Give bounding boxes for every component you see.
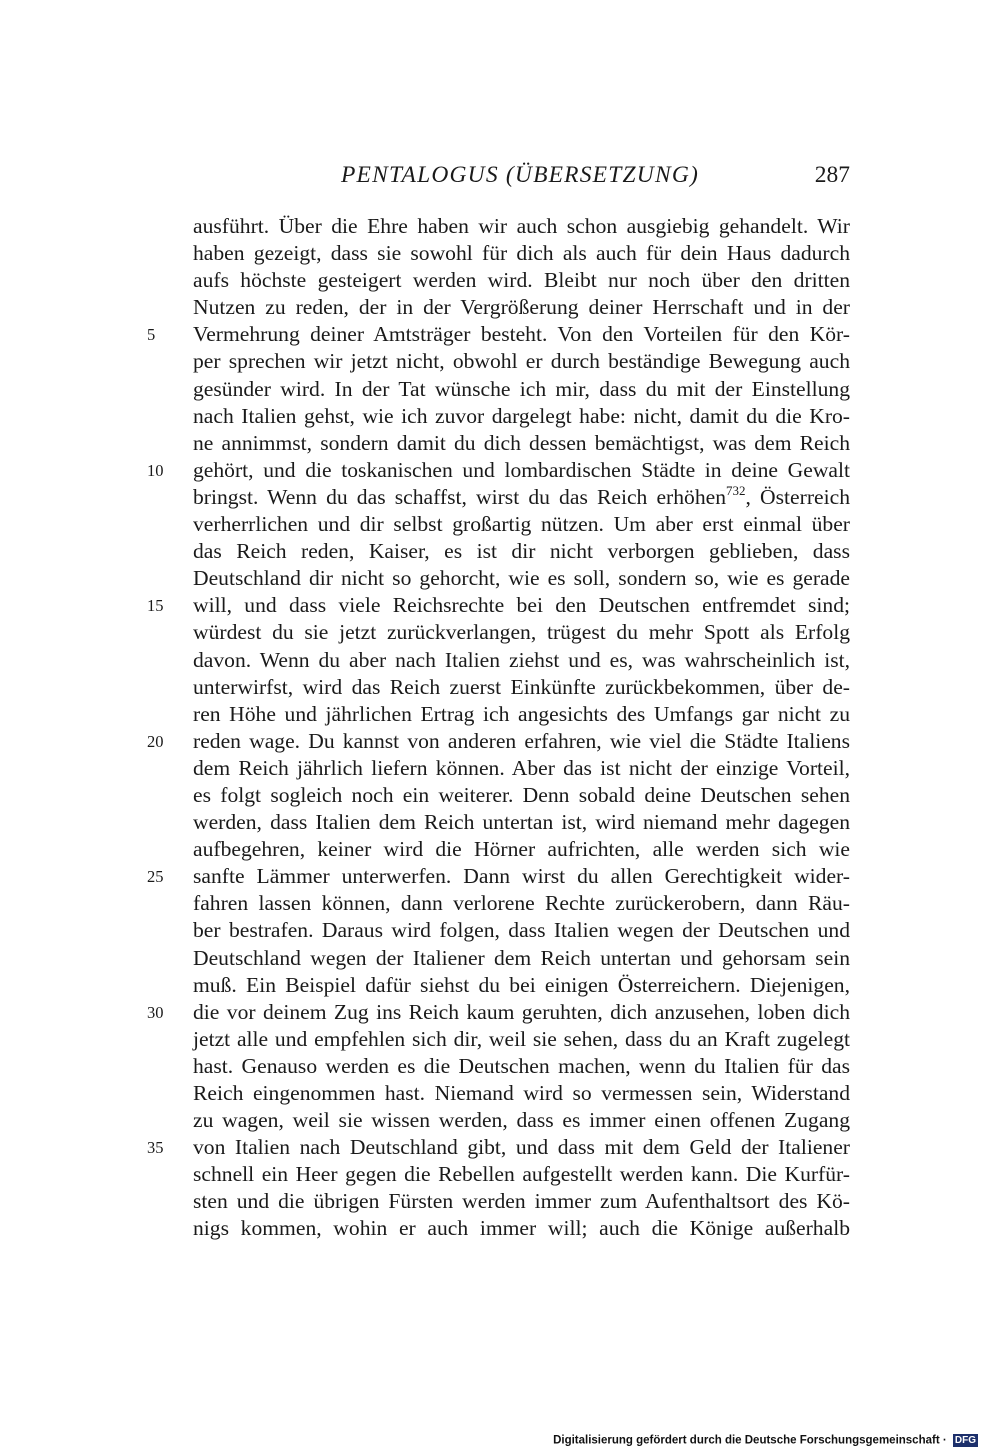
line-text: aufbegehren, keiner wird die Hörner aufrichten, alle werden sich wie bbox=[193, 837, 850, 862]
text-line bbox=[193, 836, 850, 863]
line-text: Deutschland wegen der Italiener dem Reich untertan und gehorsam sein bbox=[193, 945, 850, 970]
text-line bbox=[193, 782, 850, 809]
credit-separator: · bbox=[939, 1434, 947, 1447]
text-line bbox=[147, 1134, 850, 1161]
text-line bbox=[193, 755, 850, 782]
text-line bbox=[193, 1080, 850, 1107]
line-text: haben gezeigt, dass sie sowohl für dich als auch für dein Haus dadurch bbox=[193, 241, 850, 266]
text-line bbox=[193, 1053, 850, 1080]
text-line bbox=[147, 592, 850, 619]
line-text: jetzt alle und empfehlen sich dir, weil sie sehen, dass du an Kraft zugelegt bbox=[193, 1026, 850, 1051]
line-text: Vermehrung deiner Amtsträger besteht. Von den Vorteilen für den Kör- bbox=[193, 322, 850, 347]
text-line bbox=[193, 240, 850, 267]
line-text: bringst. Wenn du das schaffst, wirst du das Reich erhöhen bbox=[193, 484, 727, 509]
text-line bbox=[193, 945, 850, 972]
line-number: 35 bbox=[147, 1138, 164, 1158]
line-text: werden, dass Italien dem Reich untertan ist, wird niemand mehr dagegen bbox=[193, 810, 850, 835]
text-line bbox=[193, 538, 850, 565]
line-text: sten und die übrigen Fürsten werden immer zum Aufenthaltsort des Kö- bbox=[193, 1189, 850, 1214]
line-number: 15 bbox=[147, 596, 164, 616]
footnote-marker: 732 bbox=[726, 482, 746, 498]
line-text: davon. Wenn du aber nach Italien ziehst und es, was wahrscheinlich ist, bbox=[193, 647, 850, 672]
text-line bbox=[193, 674, 850, 701]
text-line bbox=[193, 1026, 850, 1053]
line-number: 10 bbox=[147, 460, 164, 480]
line-text: es folgt sogleich noch ein weiterer. Denn sobald deine Deutschen sehen bbox=[193, 782, 850, 807]
text-line bbox=[193, 511, 850, 538]
text-line bbox=[193, 430, 850, 457]
text-line bbox=[147, 457, 850, 484]
text-line bbox=[193, 565, 850, 592]
line-text: muß. Ein Beispiel dafür siehst du bei einigen Österreichern. Diejenigen, bbox=[193, 972, 850, 997]
line-text: Nutzen zu reden, der in der Vergrößerung deiner Herrschaft und in der bbox=[193, 295, 850, 320]
text-line bbox=[147, 999, 850, 1026]
line-number: 5 bbox=[147, 325, 156, 345]
line-number: 30 bbox=[147, 1002, 164, 1022]
line-text: verherrlichen und dir selbst großartig nützen. Um aber erst einmal über bbox=[193, 512, 850, 537]
running-title: PENTALOGUS (ÜBERSETZUNG) bbox=[341, 162, 700, 188]
line-text: gehört, und die toskanischen und lombardischen Städte in deine Gewalt bbox=[193, 457, 850, 482]
line-text: Reich eingenommen hast. Niemand wird so vermessen sein, Widerstand bbox=[193, 1081, 850, 1105]
line-text: das Reich reden, Kaiser, es ist dir nicht verborgen geblieben, dass bbox=[193, 539, 850, 564]
text-line bbox=[147, 728, 850, 755]
text-line bbox=[193, 484, 850, 511]
text-line bbox=[193, 972, 850, 999]
text-line bbox=[193, 647, 850, 674]
line-text: per sprechen wir jetzt nicht, obwohl er durch beständige Bewegung auch bbox=[193, 349, 850, 374]
text-line bbox=[193, 294, 850, 321]
line-text: Deutschland dir nicht so gehorcht, wie es soll, sondern so, wie es gerade bbox=[193, 566, 850, 591]
text-line bbox=[193, 1107, 850, 1134]
line-text: hast. Genauso werden es die Deutschen machen, wenn du Italien für das bbox=[193, 1053, 850, 1078]
text-line bbox=[147, 321, 850, 348]
line-number: 20 bbox=[147, 731, 164, 751]
line-text: von Italien nach Deutschland gibt, und dass mit dem Geld der Italiener bbox=[193, 1135, 850, 1160]
line-text: nach Italien gehst, wie ich zuvor dargelegt habe: nicht, damit du die Kro- bbox=[193, 403, 850, 428]
text-line bbox=[193, 1215, 850, 1242]
line-text: die vor deinem Zug ins Reich kaum geruhten, dich anzusehen, loben dich bbox=[193, 999, 850, 1024]
text-line bbox=[193, 917, 850, 944]
line-text: zu wagen, weil sie wissen werden, dass es immer einen offenen Zugang bbox=[193, 1108, 850, 1133]
text-line bbox=[193, 890, 850, 917]
line-number: 25 bbox=[147, 867, 164, 887]
running-head bbox=[193, 162, 850, 196]
line-text: dem Reich jährlich liefern können. Aber das ist nicht der einzige Vorteil, bbox=[193, 755, 850, 780]
line-text: unterwirfst, wird das Reich zuerst Einkünfte zurückbekommen, über de- bbox=[193, 674, 850, 699]
line-text-continued: , Österreich bbox=[745, 484, 850, 509]
line-text: ren Höhe und jährlichen Ertrag ich angesichts des Umfangs gar nicht zu bbox=[193, 701, 850, 726]
line-text: sanfte Lämmer unterwerfen. Dann wirst du allen Gerechtigkeit wider- bbox=[193, 864, 850, 889]
line-text: schnell ein Heer gegen die Rebellen aufgestellt werden kann. Die Kurfür- bbox=[193, 1162, 850, 1187]
text-line bbox=[193, 1188, 850, 1215]
text-line bbox=[193, 619, 850, 646]
line-text: würdest du sie jetzt zurückverlangen, trügest du mehr Spott als Erfolg bbox=[193, 620, 850, 645]
text-line bbox=[193, 1161, 850, 1188]
credit-text: Digitalisierung gefördert durch die Deutsche Forschungsgemeinschaft bbox=[553, 1434, 940, 1447]
line-text: aufs höchste gesteigert werden wird. Bleibt nur noch über den dritten bbox=[193, 268, 850, 293]
text-line bbox=[193, 348, 850, 375]
text-line bbox=[193, 213, 850, 240]
line-text: reden wage. Du kannst von anderen erfahren, wie viel die Städte Italiens bbox=[193, 728, 850, 753]
line-text: will, und dass viele Reichsrechte bei den Deutschen entfremdet sind; bbox=[193, 593, 850, 618]
text-line bbox=[193, 267, 850, 294]
text-line bbox=[193, 701, 850, 728]
line-text: ausführt. Über die Ehre haben wir auch schon ausgiebig gehandelt. Wir bbox=[193, 214, 850, 238]
page-number: 287 bbox=[814, 162, 850, 188]
line-text: gesünder wird. In der Tat wünsche ich mir, dass du mit der Einstellung bbox=[193, 376, 850, 401]
digitization-credit bbox=[553, 1434, 978, 1447]
line-text: ber bestrafen. Daraus wird folgen, dass Italien wegen der Deutschen und bbox=[193, 918, 850, 943]
text-line bbox=[193, 376, 850, 403]
line-text: ne annimmst, sondern damit du dich dessen bemächtigst, was dem Reich bbox=[193, 430, 850, 455]
body-text bbox=[147, 213, 850, 1243]
line-text: nigs kommen, wohin er auch immer will; auch die Könige außerhalb bbox=[193, 1216, 850, 1241]
dfg-logo: DFG bbox=[954, 1435, 976, 1446]
text-line bbox=[147, 863, 850, 890]
text-line bbox=[193, 809, 850, 836]
line-text: fahren lassen können, dann verlorene Rechte zurückerobern, dann Räu- bbox=[193, 891, 850, 916]
text-line bbox=[193, 403, 850, 430]
